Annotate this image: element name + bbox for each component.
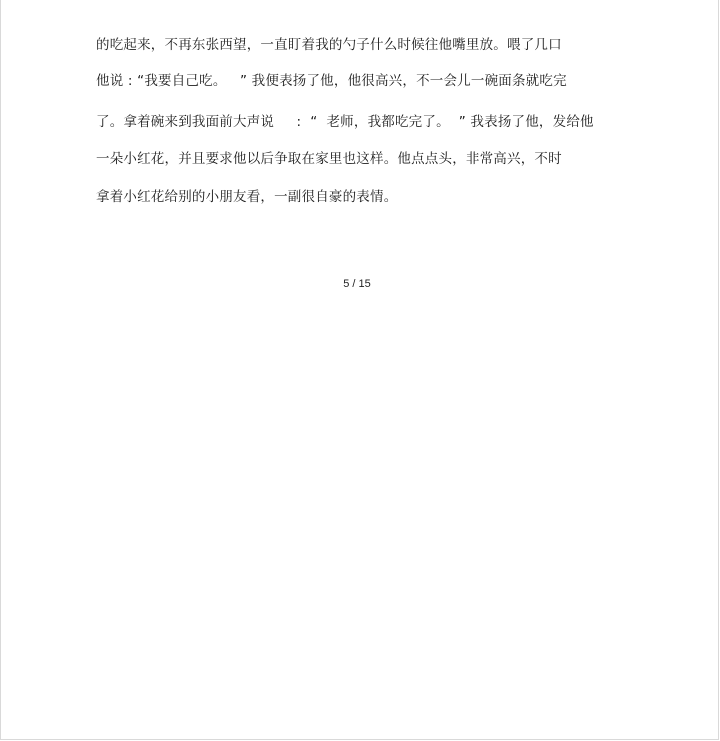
- page-number: 5 / 15: [343, 278, 371, 290]
- body-text-line-2: 他说 : “我要自己吃。 ” 我便表扬了他，他很高兴，不一会儿一碗面条就吃完: [96, 73, 567, 89]
- body-text-line-4: 一朵小红花，并且要求他以后争取在家里也这样。他点点头，非常高兴，不时: [96, 151, 562, 167]
- body-text-line-3: 了。拿着碗来到我面前大声说 : “ 老师，我都吃完了。 ” 我表扬了他，发给他: [96, 114, 594, 130]
- body-text-line-1: 的吃起来，不再东张西望，一直盯着我的勺子什么时候往他嘴里放。喂了几口: [96, 37, 562, 53]
- body-text-line-5: 拿着小红花给别的小朋友看，一副很自豪的表情。: [96, 189, 398, 205]
